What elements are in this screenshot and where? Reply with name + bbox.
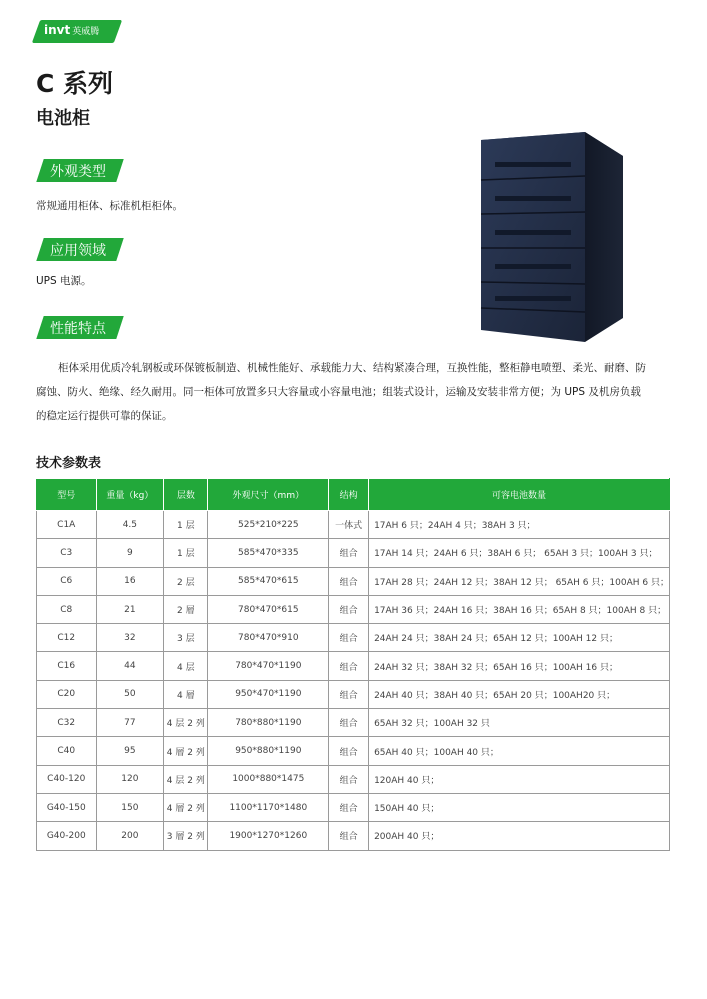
section-tag-features [40, 316, 120, 339]
table-cell: 1000*880*1475 [208, 765, 329, 793]
table-cell: G40-150 [37, 793, 97, 821]
table-cell: 150AH 40 只； [369, 793, 670, 821]
table-cell: 120 [96, 765, 164, 793]
table-cell: 组合 [329, 765, 369, 793]
table-body [37, 511, 670, 851]
table-cell: 组合 [329, 680, 369, 708]
table-cell: 组合 [329, 822, 369, 850]
table-row [37, 624, 670, 652]
table-cell: 24AH 40 只；38AH 40 只；65AH 20 只；100AH20 只； [369, 680, 670, 708]
invt-logo [36, 20, 118, 43]
table-header-row [37, 479, 670, 511]
table-cell: 组合 [329, 793, 369, 821]
table-cell: 585*470*615 [208, 567, 329, 595]
table-cell: 780*470*615 [208, 595, 329, 623]
table-cell: C6 [37, 567, 97, 595]
section-heading-features: 性能特点 [50, 321, 106, 337]
table-cell: 16 [96, 567, 164, 595]
table-cell: 3 层 [164, 624, 208, 652]
table-cell: 组合 [329, 539, 369, 567]
table-row [37, 595, 670, 623]
table-cell: 1900*1270*1260 [208, 822, 329, 850]
table-cell: 780*880*1190 [208, 709, 329, 737]
features-text: 柜体采用优质冷轧钢板或环保镀板制造、机械性能好、承载能力大、结构紧凑合理，互换性能，整柜静电喷塑、柔光、耐磨、防腐蚀、防火、绝缘、经久耐用。同一柜体可放置多只大容量或小容量电池；组装式设计，运输及安装非常方便；为 UPS 及机房负载的稳定运行提供可靠的保证。 [36, 362, 646, 422]
table-cell: 组合 [329, 624, 369, 652]
table-cell: C32 [37, 709, 97, 737]
table-cell: 组合 [329, 737, 369, 765]
application-text: UPS 电源。 [36, 275, 92, 287]
table-cell: 2 層 [164, 595, 208, 623]
table-cell: 585*470*335 [208, 539, 329, 567]
table-cell: 17AH 6 只；24AH 4 只；38AH 3 只； [369, 511, 670, 539]
table-cell: 3 層 2 列 [164, 822, 208, 850]
table-cell: 780*470*1190 [208, 652, 329, 680]
table-cell: 2 层 [164, 567, 208, 595]
table-cell: C40-120 [37, 765, 97, 793]
column-header: 可容电池数量 [369, 479, 670, 511]
table-row [37, 680, 670, 708]
table-cell: 组合 [329, 652, 369, 680]
section-heading-appearance: 外观类型 [50, 164, 106, 180]
page-title: C 系列 [36, 69, 114, 98]
table-cell: 150 [96, 793, 164, 821]
table-cell: 4 层 2 列 [164, 709, 208, 737]
battery-cabinet-image [473, 132, 625, 344]
section-heading-application: 应用领域 [50, 243, 106, 259]
logo-text [44, 23, 99, 37]
table-cell: C8 [37, 595, 97, 623]
table-cell: 525*210*225 [208, 511, 329, 539]
table-row [37, 737, 670, 765]
table-row [37, 652, 670, 680]
table-row [37, 793, 670, 821]
section-tag-appearance [40, 159, 120, 182]
table-cell: 950*880*1190 [208, 737, 329, 765]
table-cell: 4.5 [96, 511, 164, 539]
page-subtitle: 电池柜 [36, 108, 90, 129]
table-cell: 17AH 36 只；24AH 16 只；38AH 16 只；65AH 8 只；100AH 8 只； [369, 595, 670, 623]
table-cell: 4 層 2 列 [164, 737, 208, 765]
table-cell: 95 [96, 737, 164, 765]
column-header: 型号 [37, 479, 97, 511]
table-cell: G40-200 [37, 822, 97, 850]
table-cell: 一体式 [329, 511, 369, 539]
table-cell: 50 [96, 680, 164, 708]
table-cell: 组合 [329, 567, 369, 595]
table-cell: 200 [96, 822, 164, 850]
table-cell: C3 [37, 539, 97, 567]
table-cell: 200AH 40 只； [369, 822, 670, 850]
table-cell: 组合 [329, 595, 369, 623]
table-cell: 1100*1170*1480 [208, 793, 329, 821]
table-cell: 4 層 [164, 680, 208, 708]
table-cell: C1A [37, 511, 97, 539]
spec-table [36, 478, 670, 851]
table-cell: 950*470*1190 [208, 680, 329, 708]
table-cell: 1 层 [164, 511, 208, 539]
table-cell: C12 [37, 624, 97, 652]
table-cell: 65AH 40 只；100AH 40 只； [369, 737, 670, 765]
table-row [37, 539, 670, 567]
table-row [37, 567, 670, 595]
table-row [37, 709, 670, 737]
table-row [37, 822, 670, 850]
table-cell: 65AH 32 只；100AH 32 只 [369, 709, 670, 737]
table-cell: 17AH 28 只；24AH 12 只；38AH 12 只； 65AH 6 只；100AH 6 只； [369, 567, 670, 595]
table-row [37, 765, 670, 793]
table-cell: 4 层 2 列 [164, 765, 208, 793]
column-header: 重量（kg） [96, 479, 164, 511]
table-row [37, 511, 670, 539]
table-cell: 9 [96, 539, 164, 567]
section-tag-application [40, 238, 120, 261]
table-cell: C40 [37, 737, 97, 765]
table-cell: 21 [96, 595, 164, 623]
table-cell: 77 [96, 709, 164, 737]
table-cell: 24AH 24 只；38AH 24 只；65AH 12 只；100AH 12 只； [369, 624, 670, 652]
logo-brand: invt [44, 23, 71, 37]
table-cell: 4 層 2 列 [164, 793, 208, 821]
table-cell: 780*470*910 [208, 624, 329, 652]
table-cell: 32 [96, 624, 164, 652]
table-cell: C16 [37, 652, 97, 680]
table-cell: 120AH 40 只； [369, 765, 670, 793]
column-header: 结构 [329, 479, 369, 511]
table-cell: 17AH 14 只；24AH 6 只；38AH 6 只； 65AH 3 只；100AH 3 只； [369, 539, 670, 567]
table-title: 技术参数表 [36, 456, 102, 471]
table-cell: C20 [37, 680, 97, 708]
column-header: 层数 [164, 479, 208, 511]
table-cell: 1 层 [164, 539, 208, 567]
logo-cn: 英威腾 [72, 27, 100, 37]
table-cell: 44 [96, 652, 164, 680]
table-cell: 组合 [329, 709, 369, 737]
table-cell: 24AH 32 只；38AH 32 只；65AH 16 只；100AH 16 只； [369, 652, 670, 680]
column-header: 外观尺寸（mm） [208, 479, 329, 511]
appearance-text: 常规通用柜体、标准机柜柜体。 [36, 200, 183, 212]
table-cell: 4 层 [164, 652, 208, 680]
